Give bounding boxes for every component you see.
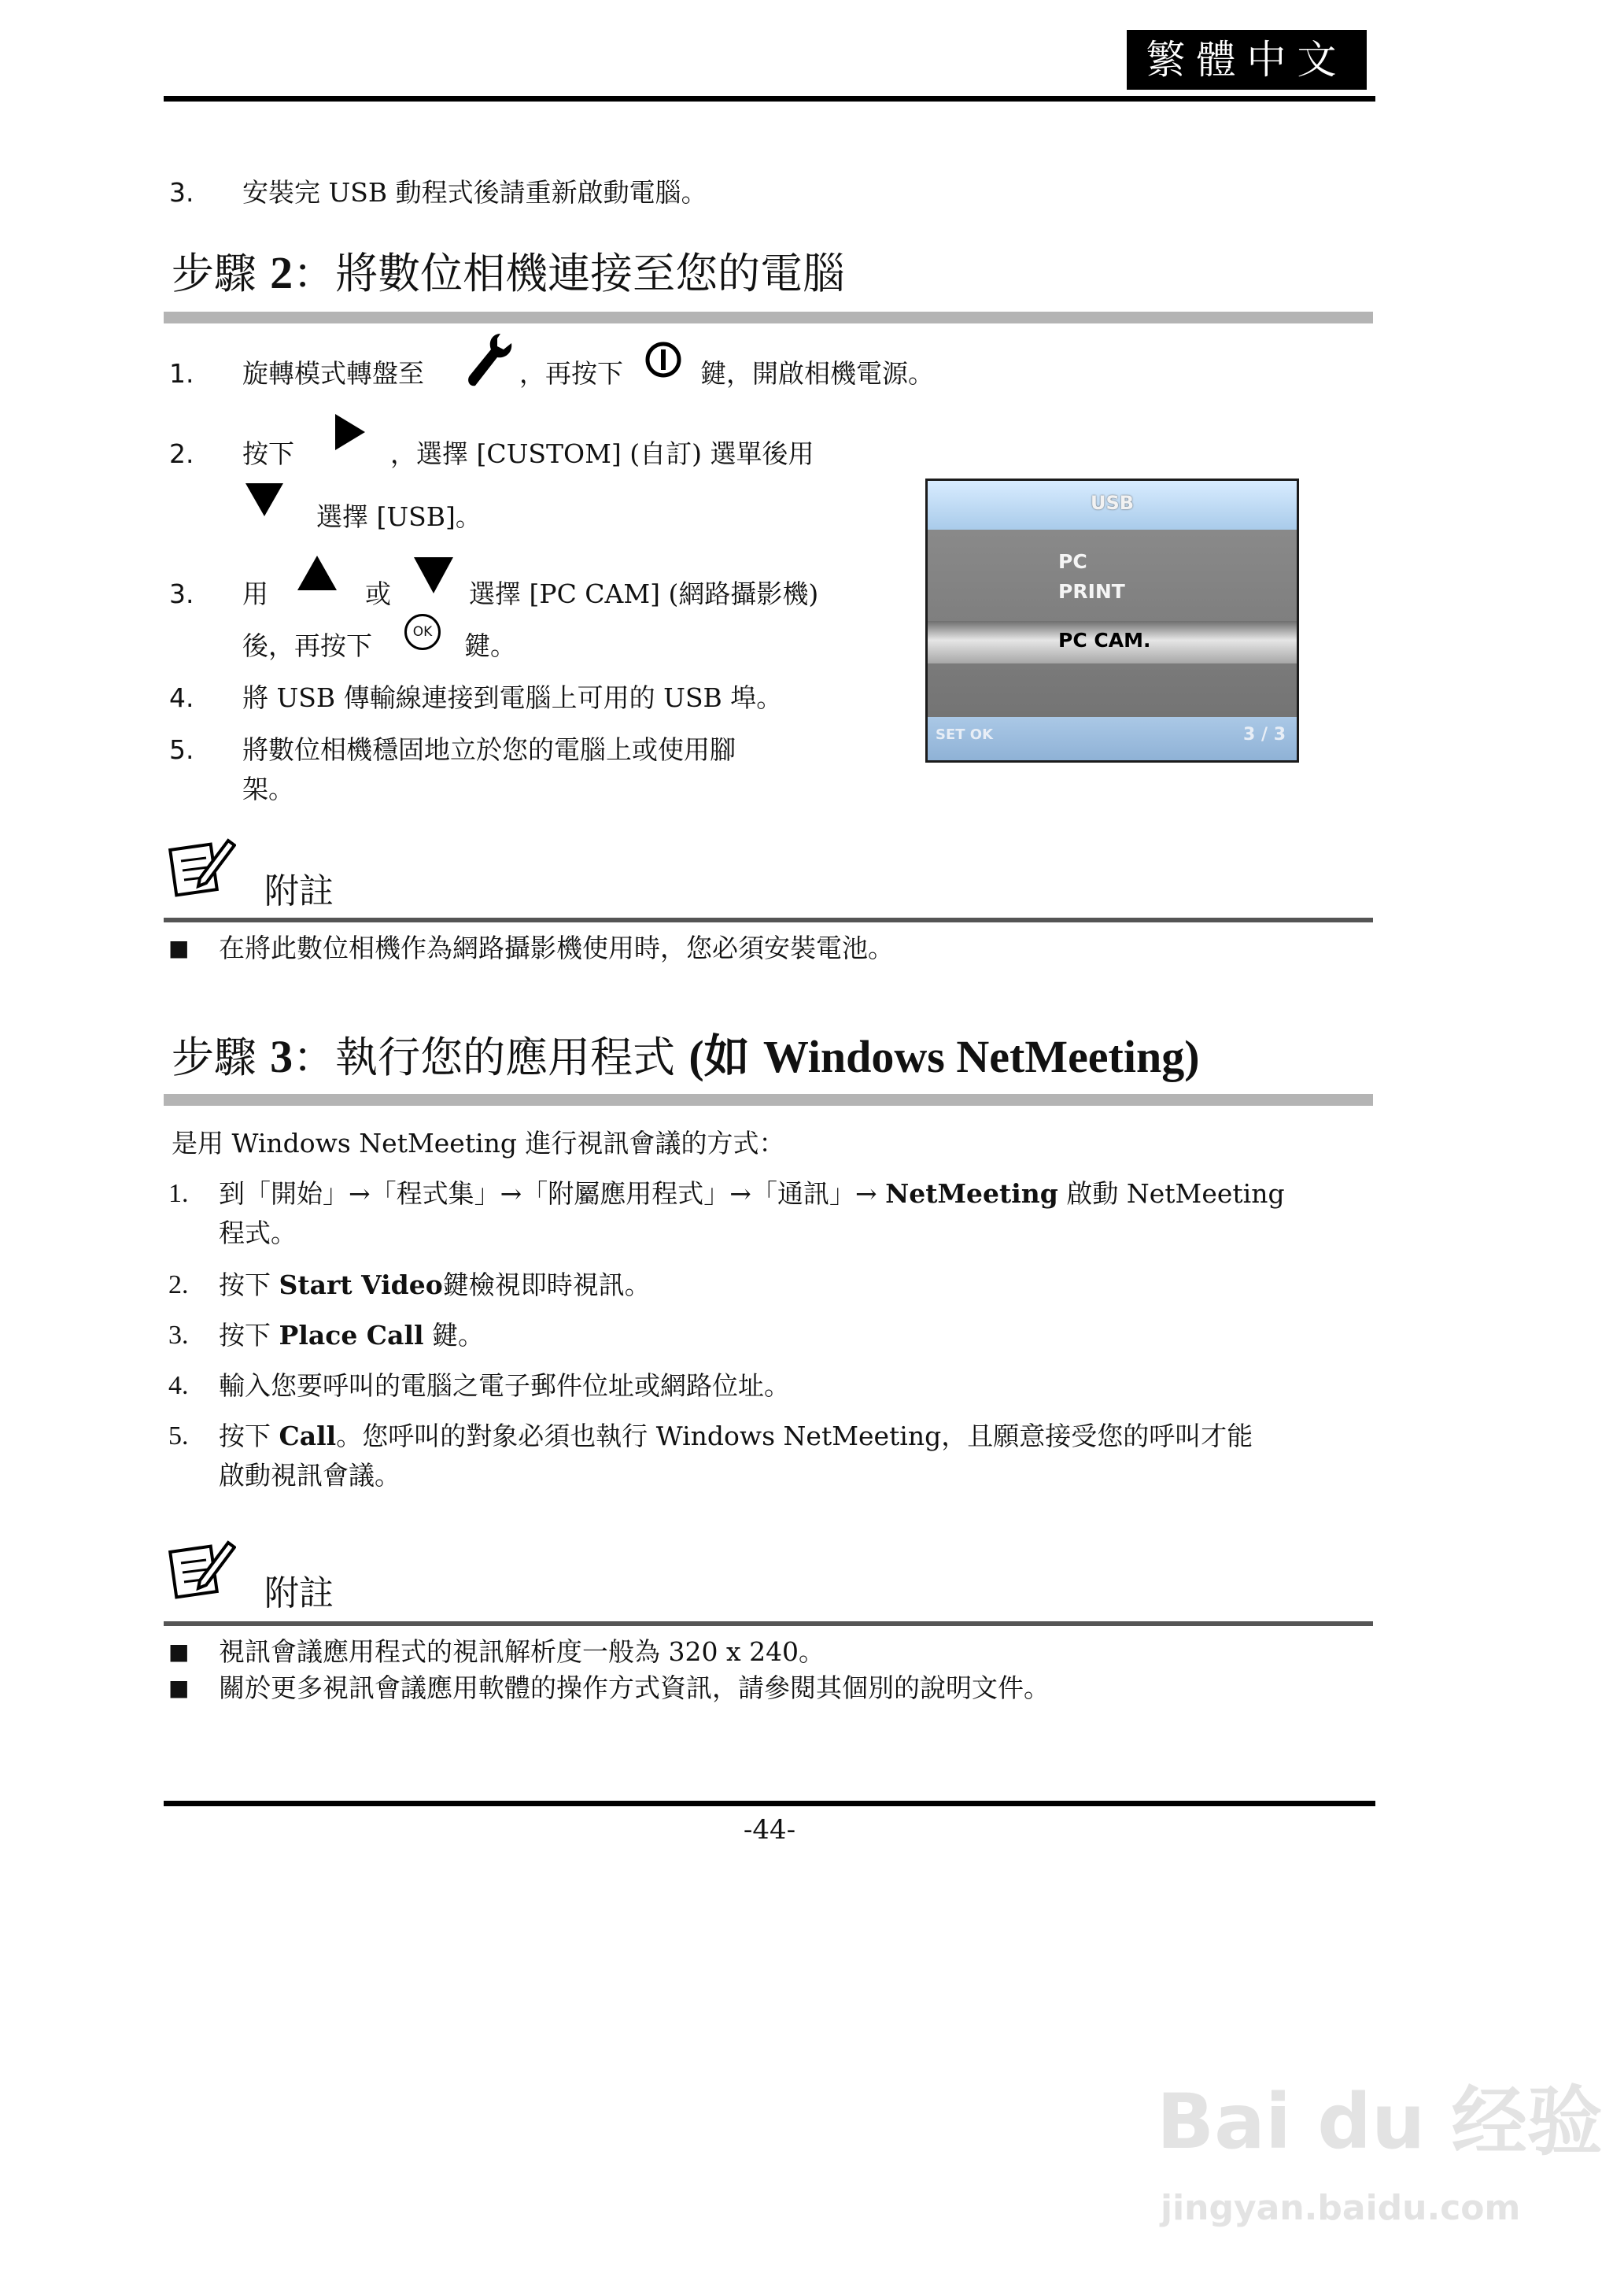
note-pencil-icon bbox=[168, 834, 236, 897]
screen-footer-right: 3 / 3 bbox=[1243, 725, 1286, 745]
list-item-text: 架。 bbox=[242, 774, 294, 804]
list-item-text: 將 USB 傳輸線連接到電腦上可用的 USB 埠。 bbox=[242, 682, 783, 713]
step2-heading: 步驟 2：將數位相機連接至您的電腦 bbox=[172, 247, 846, 298]
language-tab: 繁體中文 bbox=[1127, 30, 1367, 90]
screen-menu-item-selected: PC CAM. bbox=[1058, 629, 1151, 652]
watermark-logo: Bai du 经验 bbox=[1157, 2078, 1603, 2166]
screen-footer-left: SET OK bbox=[936, 726, 994, 743]
page-number: -44- bbox=[743, 1814, 796, 1846]
list-item-text: 將數位相機穩固地立於您的電腦上或使用腳 bbox=[242, 734, 736, 765]
list-item-text: 鍵。 bbox=[464, 630, 516, 661]
camera-lcd-screen bbox=[925, 479, 1299, 763]
list-item-text: 程式。 bbox=[219, 1218, 297, 1248]
note-title: 附註 bbox=[264, 1573, 334, 1613]
wrench-icon bbox=[463, 331, 516, 392]
list-number: 3. bbox=[168, 1321, 189, 1350]
note-rule bbox=[164, 1621, 1373, 1626]
bullet-icon: ■ bbox=[168, 1675, 190, 1701]
list-number: 3. bbox=[169, 578, 194, 609]
up-arrow-icon bbox=[296, 554, 338, 592]
list-item-text: 按下 Start Video鍵檢視即時視訊。 bbox=[219, 1269, 651, 1300]
note-bullet-text: 在將此數位相機作為網路攝影機使用時，您必須安裝電池。 bbox=[219, 933, 894, 963]
note-rule bbox=[164, 918, 1373, 922]
step3-heading: 步驟 3：執行您的應用程式 (如 Windows NetMeeting) bbox=[172, 1031, 1200, 1082]
step3-heading-bar bbox=[164, 1094, 1373, 1106]
list-item-text: 旋轉模式轉盤至 bbox=[242, 358, 424, 389]
list-item-text: 輸入您要呼叫的電腦之電子郵件位址或網路位址。 bbox=[219, 1370, 790, 1401]
ok-button-icon: OK bbox=[404, 614, 441, 650]
note-pencil-icon bbox=[168, 1536, 236, 1599]
down-arrow-icon bbox=[244, 482, 285, 518]
list-item-text: 按下 Place Call 鍵。 bbox=[219, 1320, 485, 1351]
right-arrow-icon bbox=[332, 411, 367, 453]
list-number: 2. bbox=[168, 1270, 189, 1299]
power-icon bbox=[644, 340, 683, 379]
list-item-text: 啟動視訊會議。 bbox=[219, 1460, 400, 1491]
list-item-text: 按下 Call。您呼叫的對象必須也執行 Windows NetMeeting，且願意接受您的呼叫才能 bbox=[219, 1421, 1253, 1451]
list-number: 5. bbox=[168, 1421, 189, 1451]
list-item-text: 或 bbox=[365, 578, 391, 609]
header-rule bbox=[164, 96, 1375, 102]
list-item-text: 到「開始」→「程式集」→「附屬應用程式」→「通訊」→ NetMeeting 啟動 NetMeeting bbox=[219, 1178, 1285, 1209]
list-item-text: 按下 bbox=[242, 438, 294, 469]
list-item-text: 選擇 [USB]。 bbox=[316, 501, 482, 532]
note-title: 附註 bbox=[264, 871, 334, 911]
step3-intro: 是用 Windows NetMeeting 進行視訊會議的方式： bbox=[172, 1128, 785, 1159]
watermark-url: jingyan.baidu.com bbox=[1161, 2188, 1521, 2228]
list-item-text: 安裝完 USB 動程式後請重新啟動電腦。 bbox=[242, 177, 707, 208]
screen-title: USB bbox=[1090, 492, 1135, 514]
step2-heading-bar bbox=[164, 312, 1373, 323]
bullet-icon: ■ bbox=[168, 1639, 190, 1665]
list-number: 5. bbox=[169, 734, 194, 765]
list-item-text: 用 bbox=[242, 578, 268, 609]
list-number: 4. bbox=[169, 682, 194, 713]
list-number: 2. bbox=[169, 438, 194, 469]
list-number: 4. bbox=[168, 1371, 189, 1400]
list-number: 1. bbox=[169, 358, 194, 389]
list-item-text: ，選擇 [CUSTOM] (自訂) 選單後用 bbox=[390, 438, 814, 469]
list-item-text: 鍵，開啟相機電源。 bbox=[700, 358, 934, 389]
down-arrow-icon bbox=[412, 556, 455, 595]
list-item-text: 後，再按下 bbox=[242, 630, 372, 661]
screen-menu-item: PC bbox=[1058, 550, 1087, 573]
list-item-text: ，再按下 bbox=[519, 358, 623, 389]
list-number: 1. bbox=[168, 1179, 189, 1208]
note-bullet-text: 關於更多視訊會議應用軟體的操作方式資訊，請參閱其個別的說明文件。 bbox=[219, 1672, 1050, 1703]
list-number: 3. bbox=[169, 177, 194, 208]
footer-rule bbox=[164, 1801, 1375, 1806]
bullet-icon: ■ bbox=[168, 935, 190, 961]
list-item-text: 選擇 [PC CAM] (網路攝影機) bbox=[469, 578, 819, 609]
screen-menu-item: PRINT bbox=[1058, 580, 1125, 603]
note-bullet-text: 視訊會議應用程式的視訊解析度一般為 320 x 240。 bbox=[219, 1636, 825, 1667]
